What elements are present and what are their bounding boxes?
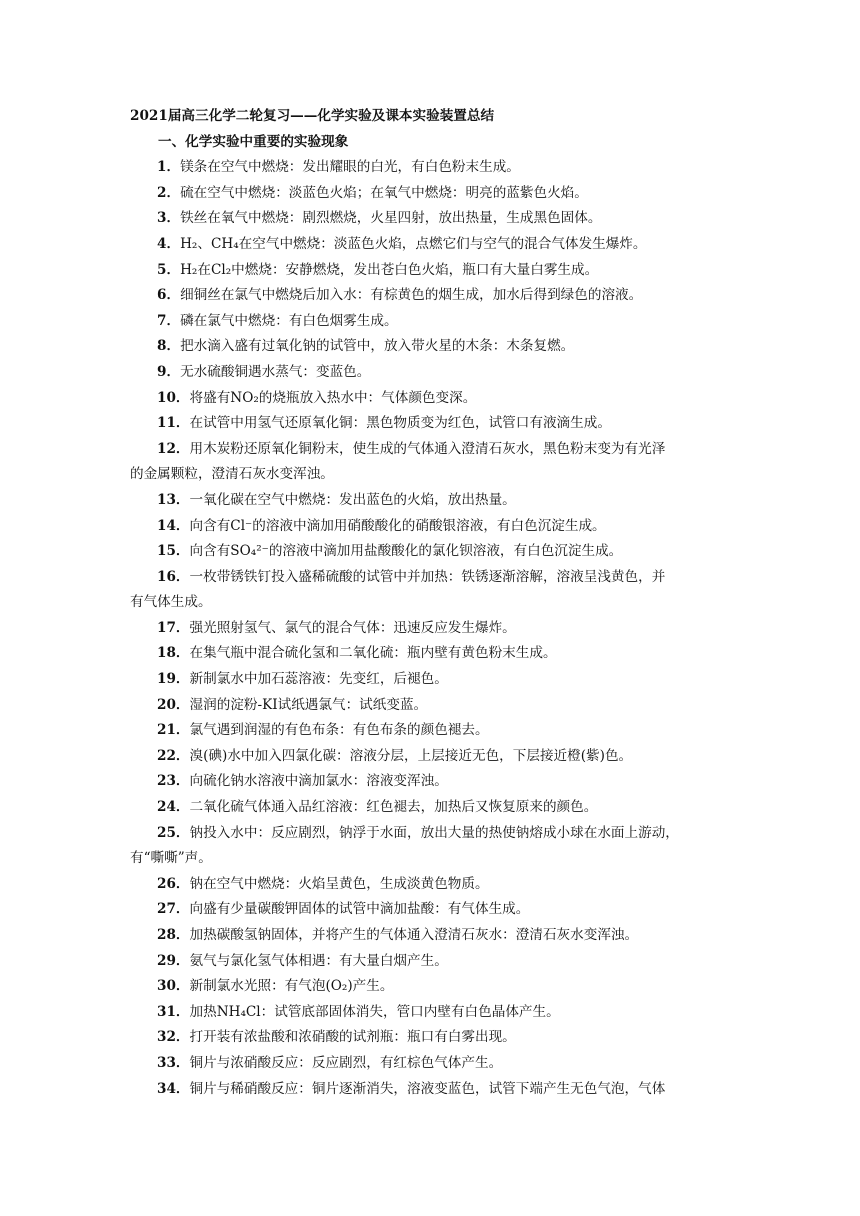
list-item — [130, 488, 742, 514]
list-item — [130, 693, 742, 719]
item-text: 在试管中用氢气还原氧化铜：黑色物质变为红色，试管口有液滴生成。 — [189, 415, 611, 432]
list-item — [130, 1077, 742, 1103]
item-text: 强光照射氢气、氯气的混合气体：迅速反应发生爆炸。 — [189, 619, 516, 636]
list-item — [130, 923, 742, 949]
phenomena-list — [130, 155, 742, 1102]
item-number: 21． — [157, 722, 190, 739]
item-text: 磷在氯气中燃烧：有白色烟雾生成。 — [180, 312, 398, 329]
item-number: 5． — [157, 261, 181, 278]
item-number: 16． — [157, 568, 190, 585]
list-item — [130, 821, 742, 847]
item-number: 15． — [157, 543, 190, 560]
list-item — [130, 1000, 742, 1026]
list-item — [130, 565, 742, 591]
item-number: 8． — [157, 338, 181, 355]
list-item — [130, 974, 742, 1000]
list-item — [130, 283, 742, 309]
item-text: 铁丝在氧气中燃烧：剧烈燃烧，火星四射，放出热量，生成黑色固体。 — [180, 210, 602, 227]
item-number: 25． — [157, 824, 190, 841]
item-text: 有“嘶嘶”声。 — [130, 850, 212, 867]
item-number: 23． — [157, 773, 190, 790]
list-item — [130, 514, 742, 540]
list-item — [130, 1025, 742, 1051]
item-text: 新制氯水光照：有气泡(O₂)产生。 — [189, 978, 394, 995]
item-number: 10． — [157, 389, 190, 406]
document-body — [130, 104, 742, 1102]
list-item — [130, 769, 742, 795]
item-text: 铜片与稀硝酸反应：铜片逐渐消失，溶液变蓝色，试管下端产生无色气泡，气体 — [189, 1080, 666, 1097]
item-number: 11． — [157, 415, 190, 432]
item-text: 向含有Cl⁻的溶液中滴加用硝酸酸化的硝酸银溶液，有白色沉淀生成。 — [189, 517, 606, 534]
item-text: 的金属颗粒，澄清石灰水变浑浊。 — [130, 466, 334, 483]
item-number: 12． — [157, 440, 190, 457]
item-text: 溴(碘)水中加入四氯化碳：溶液分层，上层接近无色，下层接近橙(紫)色。 — [189, 747, 633, 764]
list-item — [130, 334, 742, 360]
item-text: 无水硫酸铜遇水蒸气：变蓝色。 — [180, 363, 371, 380]
item-text: 铜片与浓硝酸反应：反应剧烈，有红棕色气体产生。 — [189, 1054, 503, 1071]
item-text: 新制氯水中加石蕊溶液：先变红，后褪色。 — [189, 671, 448, 688]
item-text: 钠投入水中：反应剧烈，钠浮于水面，放出大量的热使钠熔成小球在水面上游动， — [189, 824, 679, 841]
item-number: 24． — [157, 799, 190, 816]
item-text: 打开装有浓盐酸和浓硝酸的试剂瓶：瓶口有白雾出现。 — [189, 1029, 516, 1046]
item-number: 20． — [157, 696, 190, 713]
item-text: 湿润的淀粉-KI试纸遇氯气：试纸变蓝。 — [189, 696, 428, 713]
item-text: 向含有SO₄²⁻的溶液中滴加用盐酸酸化的氯化钡溶液，有白色沉淀生成。 — [189, 543, 623, 560]
list-item — [130, 641, 742, 667]
item-number: 31． — [157, 1003, 190, 1020]
item-number: 2． — [157, 184, 181, 201]
item-text: 二氧化硫气体通入品红溶液：红色褪去，加热后又恢复原来的颜色。 — [189, 799, 598, 816]
item-text: 向硫化钠水溶液中滴加氯水：溶液变浑浊。 — [189, 773, 448, 790]
item-number: 4． — [157, 235, 181, 252]
item-text: 有气体生成。 — [130, 594, 212, 611]
list-item — [130, 897, 742, 923]
document-title: 2021届高三化学二轮复习——化学实验及课本实验装置总结 — [130, 108, 495, 124]
item-text: H₂、CH₄在空气中燃烧：淡蓝色火焰，点燃它们与空气的混合气体发生爆炸。 — [180, 235, 647, 252]
item-number: 32． — [157, 1029, 190, 1046]
list-item — [130, 744, 742, 770]
list-item — [130, 616, 742, 642]
item-text: 钠在空气中燃烧：火焰呈黄色，生成淡黄色物质。 — [189, 875, 489, 892]
item-text: H₂在Cl₂中燃烧：安静燃烧，发出苍白色火焰，瓶口有大量白雾生成。 — [180, 261, 599, 278]
item-number: 33． — [157, 1054, 190, 1071]
item-number: 26． — [157, 875, 190, 892]
list-item — [130, 309, 742, 335]
list-item — [130, 411, 742, 437]
item-number: 3． — [157, 210, 181, 227]
item-text: 加热NH₄Cl：试管底部固体消失，管口内壁有白色晶体产生。 — [189, 1003, 560, 1020]
item-text: 氨气与氯化氢气体相遇：有大量白烟产生。 — [189, 952, 448, 969]
list-item — [130, 949, 742, 975]
item-text: 氯气遇到润湿的有色布条：有色布条的颜色褪去。 — [189, 722, 489, 739]
item-number: 9． — [157, 363, 181, 380]
item-number: 17． — [157, 619, 190, 636]
item-text: 硫在空气中燃烧：淡蓝色火焰；在氧气中燃烧：明亮的蓝紫色火焰。 — [180, 184, 588, 201]
item-text: 细铜丝在氯气中燃烧后加入水：有棕黄色的烟生成，加水后得到绿色的溶液。 — [180, 287, 643, 304]
item-text: 把水滴入盛有过氧化钠的试管中，放入带火星的木条：木条复燃。 — [180, 338, 575, 355]
item-number: 30． — [157, 978, 190, 995]
section-heading: 一、化学实验中重要的实验现象 — [158, 133, 349, 150]
item-text: 一枚带锈铁钉投入盛稀硫酸的试管中并加热：铁锈逐渐溶解，溶液呈浅黄色，并 — [189, 568, 666, 585]
item-number: 29． — [157, 952, 190, 969]
list-item-continuation — [130, 590, 742, 616]
list-item — [130, 232, 742, 258]
item-number: 28． — [157, 927, 190, 943]
item-number: 19． — [157, 671, 190, 688]
item-number: 7． — [157, 312, 181, 329]
list-item-continuation — [130, 462, 742, 488]
item-number: 14． — [157, 517, 190, 534]
list-item — [130, 386, 742, 412]
list-item — [130, 360, 742, 386]
item-number: 1． — [157, 159, 181, 176]
list-item — [130, 539, 742, 565]
item-text: 在集气瓶中混合硫化氢和二氧化硫：瓶内壁有黄色粉末生成。 — [189, 645, 557, 662]
list-item — [130, 718, 742, 744]
item-number: 13． — [157, 491, 190, 508]
list-item — [130, 667, 742, 693]
list-item — [130, 437, 742, 463]
list-item — [130, 795, 742, 821]
item-text: 向盛有少量碳酸钾固体的试管中滴加盐酸：有气体生成。 — [189, 901, 530, 918]
item-text: 将盛有NO₂的烧瓶放入热水中：气体颜色变深。 — [189, 389, 477, 406]
list-item — [130, 155, 742, 181]
list-item — [130, 872, 742, 898]
list-item — [130, 1051, 742, 1077]
item-text: 用木炭粉还原氧化铜粉末，使生成的气体通入澄清石灰水，黑色粉末变为有光泽 — [189, 440, 666, 457]
item-number: 34． — [157, 1080, 190, 1097]
list-item — [130, 258, 742, 284]
list-item — [130, 181, 742, 207]
item-number: 6． — [157, 287, 181, 304]
list-item — [130, 206, 742, 232]
item-text: 一氧化碳在空气中燃烧：发出蓝色的火焰，放出热量。 — [189, 491, 516, 508]
item-number: 22． — [157, 747, 190, 764]
list-item-continuation — [130, 846, 742, 872]
item-number: 27． — [157, 901, 190, 918]
item-number: 18． — [157, 645, 190, 662]
item-text: 镁条在空气中燃烧：发出耀眼的白光，有白色粉末生成。 — [180, 159, 520, 176]
item-text: 加热碳酸氢钠固体，并将产生的气体通入澄清石灰水：澄清石灰水变浑浊。 — [189, 927, 639, 943]
